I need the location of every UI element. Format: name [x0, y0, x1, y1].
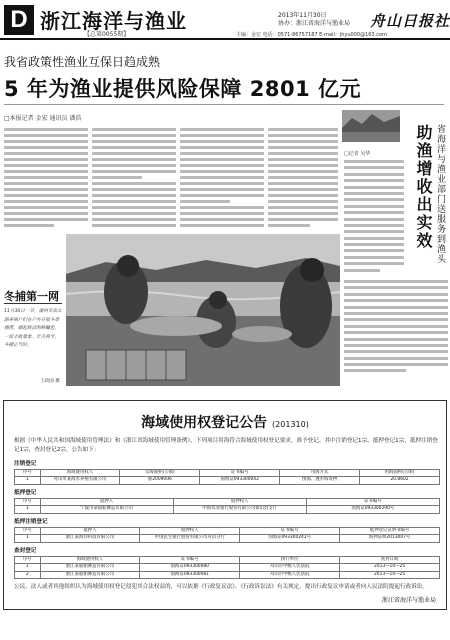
text-line — [92, 134, 176, 137]
text-line — [180, 152, 264, 155]
text-line — [180, 158, 264, 161]
text-line — [180, 134, 264, 137]
winter-fishing-caption: 11月30日一早，湖州市南太湖养殖户们在户外开展冬季捕捞，捕起鲜活的鲢鳙鱼，一派丰收景象。年关将至，冬捕正当时。 — [4, 309, 62, 349]
table-cell: 1 — [15, 477, 41, 484]
column-header: 查封日期 — [340, 557, 440, 564]
text-line — [180, 188, 264, 191]
text-line — [4, 206, 88, 209]
side-feature-byline: □记者 吴华 — [344, 151, 371, 157]
text-line — [344, 312, 448, 315]
photo-credit: 王政国 摄 — [40, 379, 60, 384]
column-header: 用海方式 — [280, 470, 360, 477]
fishing-photo-image — [66, 234, 340, 386]
section-label: 查封登记 — [14, 548, 37, 554]
table-header-row — [15, 470, 440, 477]
text-line — [344, 243, 404, 246]
text-line — [4, 170, 88, 173]
text-line — [268, 140, 338, 143]
text-line — [344, 205, 404, 208]
table-cell: 2013—10—25 — [340, 571, 440, 578]
article-column-4 — [268, 128, 338, 232]
column-header: 宗海面积(公顷) — [120, 470, 200, 477]
text-line — [180, 146, 264, 149]
text-line — [92, 152, 176, 155]
notice-title — [4, 412, 446, 432]
text-line — [268, 152, 338, 155]
text-line — [4, 158, 88, 161]
text-line — [344, 293, 448, 296]
text-line — [4, 212, 88, 215]
text-line — [92, 218, 176, 221]
divider — [4, 303, 62, 304]
text-line — [344, 186, 404, 189]
table-cell: 舟山市中级人民法院 — [240, 571, 340, 578]
text-line — [180, 200, 230, 203]
table-cell: 1 — [15, 564, 41, 571]
text-line — [268, 200, 338, 203]
table-cell: 国海证093300241号 — [240, 535, 340, 542]
text-line — [268, 206, 338, 209]
text-line — [344, 249, 404, 252]
side-feature-lower-column — [344, 280, 448, 376]
table-header-row — [15, 499, 440, 506]
text-line — [344, 350, 448, 353]
text-line — [344, 230, 404, 233]
text-line — [344, 262, 404, 265]
text-line — [268, 158, 338, 161]
table-cell: 1 — [15, 535, 41, 542]
text-line — [180, 170, 264, 173]
text-line — [4, 140, 88, 143]
column-header: 抵押权人 — [173, 499, 306, 506]
column-header: 抵押人 — [40, 528, 140, 535]
text-line — [344, 218, 404, 221]
section-label: 抵押登记 — [14, 490, 37, 496]
divider — [4, 104, 444, 105]
text-line — [92, 164, 176, 167]
text-line — [92, 212, 176, 215]
text-line — [4, 128, 88, 131]
notice-title-text: 海域使用权登记公告 — [141, 415, 268, 431]
text-line — [4, 152, 88, 155]
side-feature-subtitle: 省海洋与渔业部门送服务到渔头 — [435, 124, 445, 264]
text-line — [92, 146, 176, 149]
section-letter-badge: D — [4, 5, 34, 35]
table-row — [15, 477, 440, 484]
text-line — [344, 369, 406, 372]
issue-label: 【总第0055期】 — [84, 31, 130, 38]
table-row — [15, 535, 440, 542]
table-cell: 浙2009006 — [120, 477, 200, 484]
sponsor: 协办：浙江省海洋与渔业局 — [278, 20, 351, 27]
text-line — [180, 182, 264, 185]
section-label: 注销登记 — [14, 461, 37, 467]
article-column-2 — [92, 128, 176, 232]
fishing-photo — [66, 234, 340, 386]
text-line — [344, 318, 448, 321]
text-line — [92, 206, 176, 209]
table-cell: 国海证093300290号 — [306, 506, 439, 513]
text-line — [344, 280, 448, 283]
text-line — [344, 166, 404, 169]
text-line — [92, 200, 176, 203]
table-header-row — [15, 557, 440, 564]
section-label: 抵押注销登记 — [14, 519, 48, 525]
text-line — [268, 182, 338, 185]
text-line — [268, 194, 338, 197]
text-line — [268, 218, 338, 221]
column-header: 执行单位 — [240, 557, 340, 564]
table-cell: 浙江某船舶修造有限公司 — [40, 564, 140, 571]
table-cell: 中国民生银行股份有限公司舟山分行 — [140, 535, 240, 542]
text-line — [344, 325, 448, 328]
table-cell: 浙江某船舶修造有限公司 — [40, 571, 140, 578]
section-mortgage — [14, 488, 440, 514]
text-line — [180, 128, 264, 131]
text-line — [4, 182, 88, 185]
table-cell: 中国农业银行股份有限公司象山县支行 — [173, 506, 306, 513]
text-line — [180, 218, 264, 221]
side-feature-title: 助渔增收出实效 — [414, 124, 433, 250]
column-header: 抵押登记证明书编号 — [340, 528, 440, 535]
table-cell: 国海证093300042 — [200, 477, 280, 484]
text-line — [268, 212, 338, 215]
text-line — [180, 194, 264, 197]
column-header: 海域使用权人 — [40, 470, 120, 477]
column-header: 抵押人 — [40, 499, 173, 506]
table-row — [15, 571, 440, 578]
text-line — [268, 170, 338, 173]
registration-table — [14, 469, 440, 485]
text-line — [92, 158, 176, 161]
text-line — [180, 212, 264, 215]
text-line — [344, 224, 404, 227]
text-line — [4, 200, 88, 203]
table-header-row — [15, 528, 440, 535]
side-feature-photo — [342, 110, 400, 142]
text-line — [4, 194, 88, 197]
text-line — [92, 188, 176, 191]
text-line — [344, 357, 448, 360]
newspaper-logo: 舟山日报社 — [370, 12, 450, 30]
contact-line: 主编：金宏 电话：0571-86757187 E-mail：jhyu000@163.com — [236, 32, 387, 38]
text-line — [268, 176, 338, 179]
text-line — [92, 140, 176, 143]
column-header: 用海面积(公顷) — [360, 470, 440, 477]
article-column-3 — [180, 128, 264, 232]
section-title: 浙江海洋与渔业 — [40, 9, 187, 33]
text-line — [4, 146, 88, 149]
table-cell: 宁波市某船舶修造有限公司 — [40, 506, 173, 513]
section-seizure — [14, 546, 440, 579]
text-line — [92, 194, 176, 197]
table-cell: 浙江某海洋科技有限公司 — [40, 535, 140, 542]
text-line — [344, 331, 448, 334]
table-cell: 20.8602 — [360, 477, 440, 484]
text-line — [344, 338, 448, 341]
masthead-date-block — [278, 12, 350, 28]
text-line — [4, 164, 88, 167]
table-row — [15, 564, 440, 571]
table-cell: 2 — [15, 571, 41, 578]
text-line — [180, 224, 264, 227]
text-line — [344, 173, 404, 176]
text-line — [4, 224, 54, 227]
registration-table — [14, 498, 440, 514]
registration-table — [14, 556, 440, 579]
text-line — [4, 188, 88, 191]
text-line — [344, 211, 404, 214]
text-line — [344, 306, 448, 309]
sea-area-registration-notice — [3, 400, 447, 610]
column-header: 序号 — [15, 470, 41, 477]
text-line — [268, 134, 338, 137]
text-line — [92, 224, 176, 227]
table-cell: 1 — [15, 506, 41, 513]
text-line — [268, 146, 338, 149]
text-line — [344, 256, 404, 259]
side-feature-column — [344, 160, 404, 275]
column-header: 序号 — [15, 557, 41, 564]
column-header: 海域使用权人 — [40, 557, 140, 564]
table-cell: 围海、透水构筑物 — [280, 477, 360, 484]
text-line — [180, 140, 264, 143]
notice-intro: 根据《中华人民共和国海域使用管理法》和《浙江省海域使用管理条例》，下列项目用海符合海域使用权登记要求，准予登记。其中注销登记1宗，抵押登记1宗，抵押注销登记1宗，查封登记2宗。公告如下： — [14, 438, 438, 453]
masthead — [0, 0, 450, 40]
table-cell: 2013—10—25 — [340, 564, 440, 571]
column-header: 证书编号 — [140, 557, 240, 564]
text-line — [344, 269, 380, 272]
side-feature-image — [342, 110, 400, 142]
text-line — [344, 363, 448, 366]
section-cancellation — [14, 459, 440, 485]
table-cell: 舟山市中级人民法院 — [240, 564, 340, 571]
text-line — [92, 128, 176, 131]
table-cell: 国海证093300080 — [140, 564, 240, 571]
text-line — [344, 192, 404, 195]
text-line — [92, 176, 142, 179]
text-line — [344, 299, 448, 302]
issue-date: 2013年11月30日 — [278, 12, 327, 19]
table-cell: 舟山市某海水养殖有限公司 — [40, 477, 120, 484]
text-line — [344, 286, 448, 289]
text-line — [92, 170, 176, 173]
text-line — [344, 344, 448, 347]
notice-footer: 公民、法人或者其他组织认为海域使用权登记侵犯其合法权益的，可以依据《行政复议法》、《行政诉讼法》有关规定，提出行政复议申请或者向人民法院提起行政诉讼。 — [14, 584, 428, 590]
article-column-1 — [4, 128, 88, 232]
kicker: 我省政策性渔业互保日趋成熟 — [4, 55, 161, 69]
column-header: 抵押权人 — [140, 528, 240, 535]
text-line — [268, 164, 338, 167]
text-line — [268, 128, 338, 131]
table-cell: 国海证093300081 — [140, 571, 240, 578]
text-line — [4, 134, 88, 137]
text-line — [268, 224, 310, 227]
headline: 5 年为渔业提供风险保障 2801 亿元 — [4, 77, 361, 101]
text-line — [344, 198, 404, 201]
text-line — [4, 176, 88, 179]
text-line — [4, 218, 88, 221]
section-mortgage-cancellation — [14, 517, 440, 543]
text-line — [344, 179, 404, 182]
winter-fishing-title: 冬捕第一网 — [4, 290, 59, 303]
byline: □本报记者 金宏 通讯员 潘浩 — [4, 115, 82, 122]
notice-number: (201310) — [272, 420, 309, 429]
text-line — [180, 176, 264, 179]
column-header: 证书编号 — [200, 470, 280, 477]
registration-table — [14, 527, 440, 543]
column-header: 序号 — [15, 528, 41, 535]
text-line — [344, 160, 404, 163]
text-line — [268, 188, 338, 191]
notice-signature: 浙江省海洋与渔业局 — [381, 597, 436, 604]
table-row — [15, 506, 440, 513]
table-cell: 海押证明2013007号 — [340, 535, 440, 542]
column-header: 证书编号 — [240, 528, 340, 535]
text-line — [344, 237, 404, 240]
column-header: 证书编号 — [306, 499, 439, 506]
text-line — [92, 182, 176, 185]
text-line — [180, 206, 264, 209]
column-header: 序号 — [15, 499, 41, 506]
text-line — [180, 164, 264, 167]
